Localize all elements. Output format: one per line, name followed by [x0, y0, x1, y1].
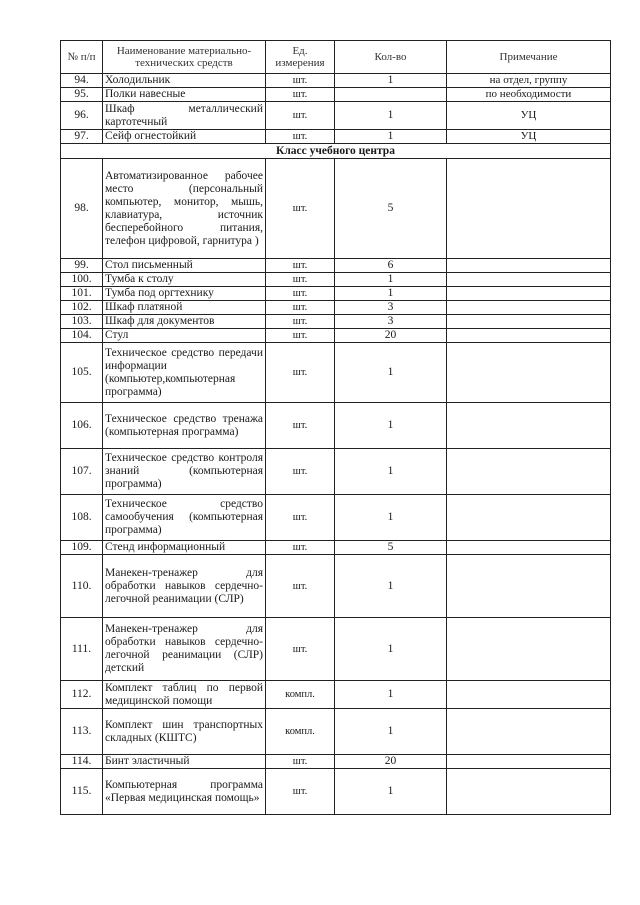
- table-row: [61, 343, 611, 403]
- row-qty: 6: [335, 259, 447, 273]
- row-num: 115.: [61, 769, 103, 815]
- table-row: [61, 287, 611, 301]
- table-row: [61, 259, 611, 273]
- row-unit: шт.: [266, 287, 335, 301]
- row-qty: 1: [335, 343, 447, 403]
- row-num: 107.: [61, 449, 103, 495]
- row-qty: 1: [335, 555, 447, 618]
- row-qty: 20: [335, 329, 447, 343]
- header-num: № п/п: [61, 41, 103, 74]
- row-qty: 5: [335, 541, 447, 555]
- row-qty: 1: [335, 769, 447, 815]
- row-unit: шт.: [266, 329, 335, 343]
- table-row: [61, 681, 611, 709]
- row-unit: шт.: [266, 273, 335, 287]
- header-note: Примечание: [447, 41, 611, 74]
- row-num: 110.: [61, 555, 103, 618]
- table-row: [61, 74, 611, 88]
- row-name: Компьютерная программа «Первая медицинская помощь»: [103, 769, 266, 815]
- row-qty: 1: [335, 130, 447, 144]
- row-num: 100.: [61, 273, 103, 287]
- row-qty: 1: [335, 287, 447, 301]
- row-unit: шт.: [266, 74, 335, 88]
- row-note: [447, 541, 611, 555]
- row-num: 101.: [61, 287, 103, 301]
- row-name: Бинт эластичный: [103, 755, 266, 769]
- row-num: 114.: [61, 755, 103, 769]
- row-unit: шт.: [266, 618, 335, 681]
- row-note: [447, 343, 611, 403]
- row-qty: 1: [335, 273, 447, 287]
- row-name: Манекен-тренажер для обработки навыков сердечно-легочной реанимации (СЛР) детский: [103, 618, 266, 681]
- table-row: [61, 555, 611, 618]
- row-name: Комплект таблиц по первой медицинской помощи: [103, 681, 266, 709]
- section-title: Класс учебного центра: [61, 144, 611, 159]
- row-num: 97.: [61, 130, 103, 144]
- row-note: [447, 755, 611, 769]
- row-unit: шт.: [266, 315, 335, 329]
- row-note: на отдел, группу: [447, 74, 611, 88]
- row-note: [447, 329, 611, 343]
- section-row: [61, 144, 611, 159]
- row-unit: шт.: [266, 541, 335, 555]
- row-note: [447, 403, 611, 449]
- row-unit: шт.: [266, 495, 335, 541]
- row-name: Автоматизированное рабочее место (персональный компьютер, монитор, мышь, клавиатура, источник бесперебойного питания, телефон цифровой, гарнитура ): [103, 159, 266, 259]
- row-num: 111.: [61, 618, 103, 681]
- row-name: Полки навесные: [103, 88, 266, 102]
- table-row: [61, 329, 611, 343]
- row-num: 112.: [61, 681, 103, 709]
- row-num: 103.: [61, 315, 103, 329]
- row-unit: шт.: [266, 403, 335, 449]
- row-note: по необходимости: [447, 88, 611, 102]
- row-note: [447, 618, 611, 681]
- header-name: Наименование материально-технических средств: [103, 41, 266, 74]
- row-qty: 3: [335, 315, 447, 329]
- row-unit: шт.: [266, 130, 335, 144]
- row-name: Шкаф для документов: [103, 315, 266, 329]
- row-name: Сейф огнестойкий: [103, 130, 266, 144]
- row-unit: шт.: [266, 159, 335, 259]
- row-name: Шкаф платяной: [103, 301, 266, 315]
- row-qty: 20: [335, 755, 447, 769]
- inventory-table: [60, 40, 611, 815]
- row-note: УЦ: [447, 102, 611, 130]
- row-num: 102.: [61, 301, 103, 315]
- row-name: Тумба под оргтехнику: [103, 287, 266, 301]
- row-qty: 1: [335, 681, 447, 709]
- table-row: [61, 618, 611, 681]
- row-note: [447, 259, 611, 273]
- row-num: 94.: [61, 74, 103, 88]
- row-num: 99.: [61, 259, 103, 273]
- row-note: [447, 769, 611, 815]
- row-unit: компл.: [266, 681, 335, 709]
- row-num: 95.: [61, 88, 103, 102]
- row-unit: шт.: [266, 555, 335, 618]
- row-unit: шт.: [266, 88, 335, 102]
- row-note: [447, 709, 611, 755]
- table-row: [61, 315, 611, 329]
- row-name: Техническое средство контроля знаний (компьютерная программа): [103, 449, 266, 495]
- row-note: [447, 159, 611, 259]
- row-num: 109.: [61, 541, 103, 555]
- row-unit: шт.: [266, 449, 335, 495]
- row-note: [447, 315, 611, 329]
- row-qty: [335, 88, 447, 102]
- row-num: 96.: [61, 102, 103, 130]
- table-row: [61, 709, 611, 755]
- row-num: 98.: [61, 159, 103, 259]
- row-name: Техническое средство передачи информации (компьютер,компьютерная программа): [103, 343, 266, 403]
- row-qty: 1: [335, 74, 447, 88]
- table-row: [61, 769, 611, 815]
- row-num: 113.: [61, 709, 103, 755]
- row-note: [447, 495, 611, 541]
- row-name: Шкаф металлический картотечный: [103, 102, 266, 130]
- row-note: [447, 681, 611, 709]
- table-row: [61, 273, 611, 287]
- table-row: [61, 130, 611, 144]
- row-name: Манекен-тренажер для обработки навыков сердечно-легочной реанимации (СЛР): [103, 555, 266, 618]
- row-note: УЦ: [447, 130, 611, 144]
- row-num: 105.: [61, 343, 103, 403]
- row-note: [447, 273, 611, 287]
- row-unit: компл.: [266, 709, 335, 755]
- table-row: [61, 403, 611, 449]
- row-note: [447, 555, 611, 618]
- table-row: [61, 102, 611, 130]
- row-unit: шт.: [266, 259, 335, 273]
- row-name: Техническое средство самообучения (компьютерная программа): [103, 495, 266, 541]
- row-qty: 1: [335, 709, 447, 755]
- row-qty: 3: [335, 301, 447, 315]
- row-name: Стол письменный: [103, 259, 266, 273]
- row-name: Техническое средство тренажа (компьютерная программа): [103, 403, 266, 449]
- row-qty: 1: [335, 102, 447, 130]
- row-name: Стенд информационный: [103, 541, 266, 555]
- row-num: 106.: [61, 403, 103, 449]
- row-qty: 1: [335, 403, 447, 449]
- table-row: [61, 495, 611, 541]
- row-unit: шт.: [266, 755, 335, 769]
- row-qty: 1: [335, 618, 447, 681]
- row-note: [447, 301, 611, 315]
- table-header-row: [61, 41, 611, 74]
- table-row: [61, 449, 611, 495]
- row-num: 104.: [61, 329, 103, 343]
- row-qty: 5: [335, 159, 447, 259]
- header-unit: Ед. измерения: [266, 41, 335, 74]
- row-name: Холодильник: [103, 74, 266, 88]
- table-row: [61, 159, 611, 259]
- table-row: [61, 541, 611, 555]
- row-qty: 1: [335, 495, 447, 541]
- row-note: [447, 287, 611, 301]
- row-num: 108.: [61, 495, 103, 541]
- row-unit: шт.: [266, 769, 335, 815]
- table-row: [61, 88, 611, 102]
- row-name: Комплект шин транспортных складных (КШТС): [103, 709, 266, 755]
- table-row: [61, 301, 611, 315]
- row-note: [447, 449, 611, 495]
- row-unit: шт.: [266, 102, 335, 130]
- row-name: Тумба к столу: [103, 273, 266, 287]
- row-unit: шт.: [266, 343, 335, 403]
- table-row: [61, 755, 611, 769]
- row-name: Стул: [103, 329, 266, 343]
- row-qty: 1: [335, 449, 447, 495]
- row-unit: шт.: [266, 301, 335, 315]
- header-qty: Кол-во: [335, 41, 447, 74]
